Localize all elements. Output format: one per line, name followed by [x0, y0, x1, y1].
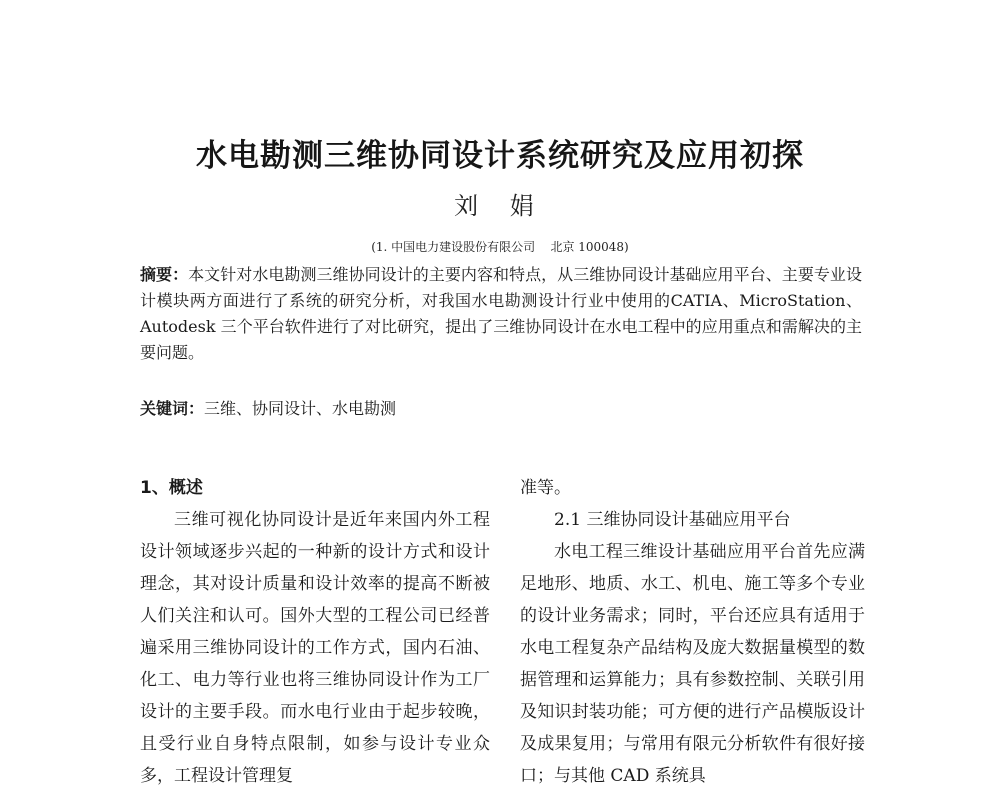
platform-paragraph: 水电工程三维设计基础应用平台首先应满足地形、地质、水工、机电、施工等多个专业的设计业务需求；同时，平台还应具有适用于水电工程复杂产品结构及庞大数据量模型的数据管理和运算能力；具有参数控制、关联引用及知识封装功能；可方便的进行产品模版设计及成果复用；与常用有限元分析软件有很好接口；与其他 CAD 系统具	[520, 542, 865, 786]
left-column	[140, 472, 490, 792]
keywords	[140, 396, 396, 419]
paper-title: 水电勘测三维协同设计系统研究及应用初探	[196, 138, 804, 174]
author-name: 刘 娟	[454, 192, 546, 220]
keywords-label: 关键词：	[140, 399, 205, 418]
abstract-text: 本文针对水电勘测三维协同设计的主要内容和特点，从三维协同设计基础应用平台、主要专业设计模块两方面进行了系统的研究分析，对我国水电勘测设计行业中使用的CATIA、MicroStation、Autodesk 三个平台软件进行了对比研究，提出了三维协同设计在水电工程中的应用重点和需解决的主要问题。	[140, 265, 862, 362]
abstract-label: 摘要：	[140, 265, 189, 284]
keywords-text: 三维、协同设计、水电勘测	[204, 399, 397, 418]
right-column	[520, 472, 865, 792]
subsection-heading-platform: 2.1 三维协同设计基础应用平台	[554, 510, 791, 530]
affiliation: (1. 中国电力建设股份有限公司 北京 100048)	[371, 240, 629, 254]
overview-paragraph: 三维可视化协同设计是近年来国内外工程设计领域逐步兴起的一种新的设计方式和设计理念，其对设计质量和设计效率的提高不断被人们关注和认可。国外大型的工程公司已经普遍采用三维协同设计的工作方式，国内石油、化工、电力等行业也将三维协同设计作为工厂设计的主要手段。而水电行业由于起步较晚，且受行业自身特点限制，如参与设计专业众多，工程设计管理复	[140, 510, 490, 786]
section-heading-overview: 1、概述	[140, 478, 203, 498]
continuation-text: 准等。	[520, 478, 571, 498]
abstract	[140, 262, 862, 366]
